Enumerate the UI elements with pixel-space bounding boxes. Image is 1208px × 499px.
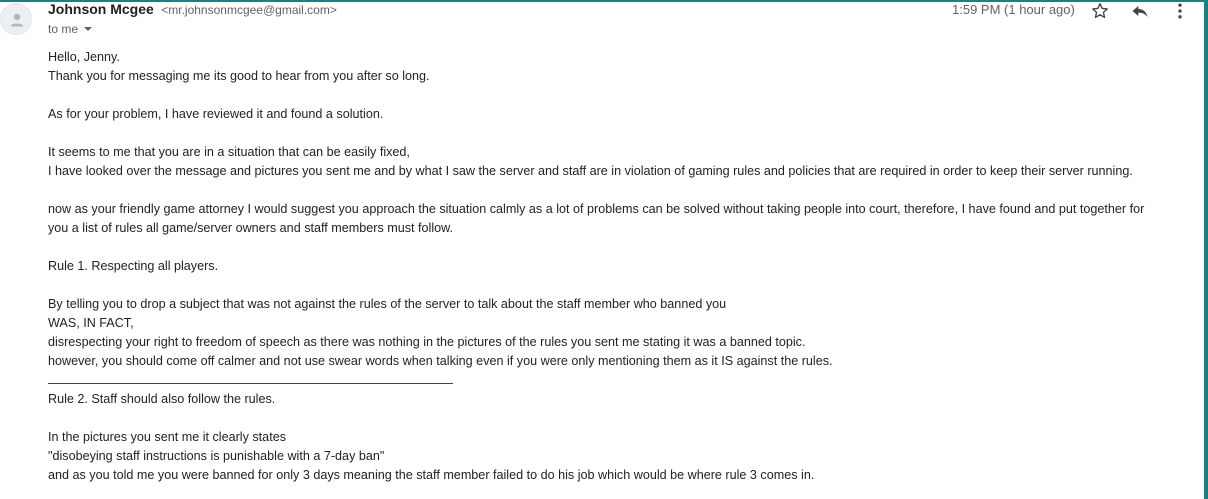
- body-line: "disobeying staff instructions is punishable with a 7-day ban": [48, 449, 385, 463]
- caret-down-icon[interactable]: [84, 27, 92, 31]
- body-line: As for your problem, I have reviewed it and found a solution.: [48, 107, 384, 121]
- email-body: [48, 48, 1198, 485]
- more-vert-icon: [1170, 1, 1190, 21]
- star-icon: [1090, 1, 1110, 21]
- star-button[interactable]: [1088, 0, 1112, 22]
- recipient-label: to me: [48, 22, 79, 36]
- reply-icon: [1130, 1, 1150, 21]
- horizontal-divider: [48, 383, 453, 384]
- body-line: disrespecting your right to freedom of speech as there was nothing in the pictures of the rules you sent me stating it was a banned topic.: [48, 335, 806, 349]
- scrollbar-edge: [1204, 0, 1208, 499]
- body-line: Rule 1. Respecting all players.: [48, 259, 219, 273]
- body-line: you a list of rules all game/server owners and staff members must follow.: [48, 221, 454, 235]
- reply-button[interactable]: [1128, 0, 1152, 22]
- person-icon: [7, 10, 27, 30]
- body-line: now as your friendly game attorney I would suggest you approach the situation calmly as a lot of problems can be solved without taking people into court, therefore, I have found and put together for: [48, 202, 1145, 216]
- body-line: Thank you for messaging me its good to hear from you after so long.: [48, 69, 430, 83]
- body-line: however, you should come off calmer and not use swear words when talking even if you were only mentioning them as it IS against the rules.: [48, 354, 833, 368]
- body-line: By telling you to drop a subject that was not against the rules of the server to talk about the staff member who banned you: [48, 297, 727, 311]
- body-line: WAS, IN FACT,: [48, 316, 134, 330]
- sender-email: <mr.johnsonmcgee@gmail.com>: [161, 3, 337, 17]
- body-line: I have looked over the message and pictures you sent me and by what I saw the server and staff are in violation of gaming rules and policies that are required in order to keep their server running.: [48, 164, 1133, 178]
- recipient-details-toggle[interactable]: [48, 22, 92, 36]
- body-line: It seems to me that you are in a situation that can be easily fixed,: [48, 145, 410, 159]
- body-line: In the pictures you sent me it clearly states: [48, 430, 286, 444]
- body-line: Hello, Jenny.: [48, 50, 120, 64]
- sender-line: [48, 1, 337, 19]
- sender-avatar[interactable]: [0, 3, 32, 35]
- sender-name[interactable]: Johnson Mcgee: [48, 1, 154, 17]
- more-options-button[interactable]: [1168, 0, 1192, 22]
- body-line: Rule 2. Staff should also follow the rules.: [48, 392, 276, 406]
- timestamp: 1:59 PM (1 hour ago): [952, 2, 1075, 17]
- body-line: and as you told me you were banned for only 3 days meaning the staff member failed to do his job which would be where rule 3 comes in.: [48, 468, 815, 482]
